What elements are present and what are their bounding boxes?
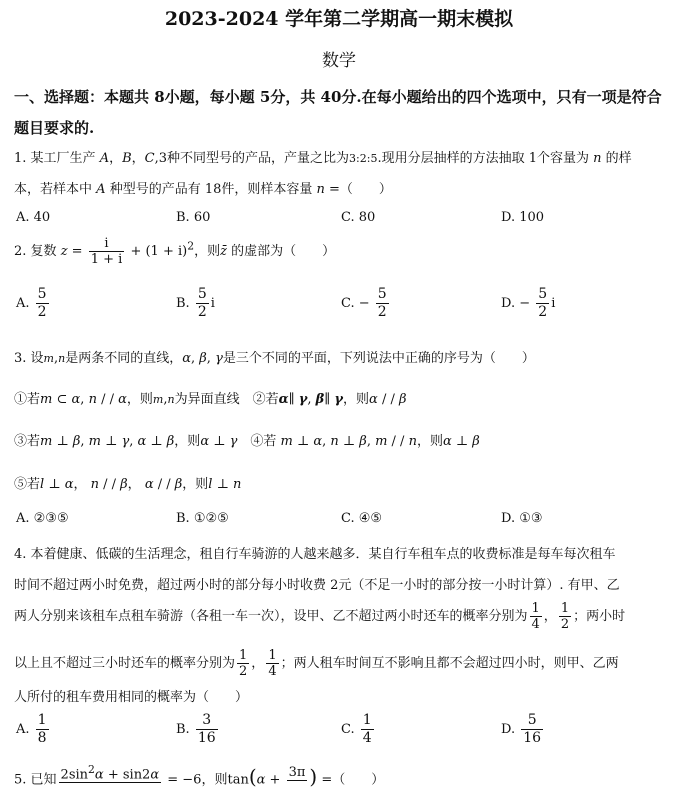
exam-subject: 数学 [322, 51, 356, 71]
q1-option-d[interactable]: D. 100 [501, 210, 545, 225]
q4-line-2: 时间不超过两小时免费，超过两小时的部分每小时收费 2元（不足一小时的部分按一小时计算）. 有甲、乙 [14, 578, 620, 593]
q4-option-b[interactable]: B. $\frac{3}{16}$ [176, 712, 216, 746]
section-heading: 一、选择题：本题共 8小题，每小题 5分，共 40分.在每小题给出的四个选项中，只有一项是符合题目要求的. [14, 88, 662, 137]
q3-statements-1-2: ①若m ⊂ α, n / / α，则m,n为异面直线 ②若α∥ γ, β∥ γ，则α / / β [14, 392, 407, 407]
q2-option-b[interactable]: B. $\frac{5}{2}$ i [176, 286, 215, 320]
q2-option-d[interactable]: D. − $\frac{5}{2}$ i [501, 286, 556, 320]
q4-option-d[interactable]: D. $\frac{5}{16}$ [501, 712, 542, 746]
q1-line-2: 本，若样本中 A 种型号的产品有 18件，则样本容量 n =（ ） [14, 182, 392, 197]
exam-title: 2023-2024 学年第二学期高一期末模拟 [164, 8, 514, 30]
q3-option-a[interactable]: A. ②③⑤ [16, 511, 69, 526]
q1-option-a[interactable]: A. 40 [16, 210, 51, 225]
q3-statement-5: ⑤若l ⊥ α， n / / β， α / / β，则l ⊥ n [14, 477, 242, 492]
q1-option-b[interactable]: B. 60 [176, 210, 211, 225]
q5-stem: 5. 已知 $2\sin^2\alpha + \sin 2\alpha$ = −6，则tan(α + 3π ) =（ ） [14, 763, 385, 789]
q2-option-a[interactable]: A. $\frac{5}{2}$ [16, 286, 47, 320]
q2-stem: 2. 复数 z = $\frac{i}{1 + i}$ + $(1 + i)^2$，则z̄ 的虚部为（ ） [14, 236, 336, 267]
q4-option-a[interactable]: A. $\frac{1}{8}$ [16, 712, 47, 746]
q1-line-1: 1. 某工厂生产 A，B，C,3种不同型号的产品，产量之比为3:2:5.现用分层抽样的方法抽取 1个容量为 n 的样 [14, 151, 632, 166]
q3-option-d[interactable]: D. ①③ [501, 511, 543, 526]
q2-option-c[interactable]: C. − $\frac{5}{2}$ [341, 286, 387, 320]
q3-statements-3-4: ③若m ⊥ β, m ⊥ γ, α ⊥ β，则α ⊥ γ ④若 m ⊥ α, n ⊥ β, m / / n，则α ⊥ β [14, 434, 480, 449]
q4-line-3: 两人分别来该租车点租车骑游（各租一车一次），设甲、乙不超过两小时还车的概率分别为 $\frac{1}{4}$ ， $\frac{1}{2}$ ；两小时 [14, 601, 626, 632]
q3-option-c[interactable]: C. ④⑤ [341, 511, 383, 526]
q4-option-c[interactable]: C. $\frac{1}{4}$ [341, 712, 372, 746]
q3-option-b[interactable]: B. ①②⑤ [176, 511, 229, 526]
q4-line-5: 人所付的租车费用相同的概率为（ ） [14, 690, 249, 705]
q4-line-4: 以上且不超过三小时还车的概率分别为 $\frac{1}{2}$ ， $\frac{1}{4}$ ；两人租车时间互不影响且都不会超过四小时，则甲、乙两 [14, 648, 619, 679]
q3-stem: 3. 设m,n是两条不同的直线，α, β, γ是三个不同的平面，下列说法中正确的序号为（ ） [14, 351, 535, 366]
q1-option-c[interactable]: C. 80 [341, 210, 376, 225]
q4-line-1: 4. 本着健康、低碳的生活理念，租自行车骑游的人越来越多．某自行车租车点的收费标准是每车每次租车 [14, 547, 616, 562]
